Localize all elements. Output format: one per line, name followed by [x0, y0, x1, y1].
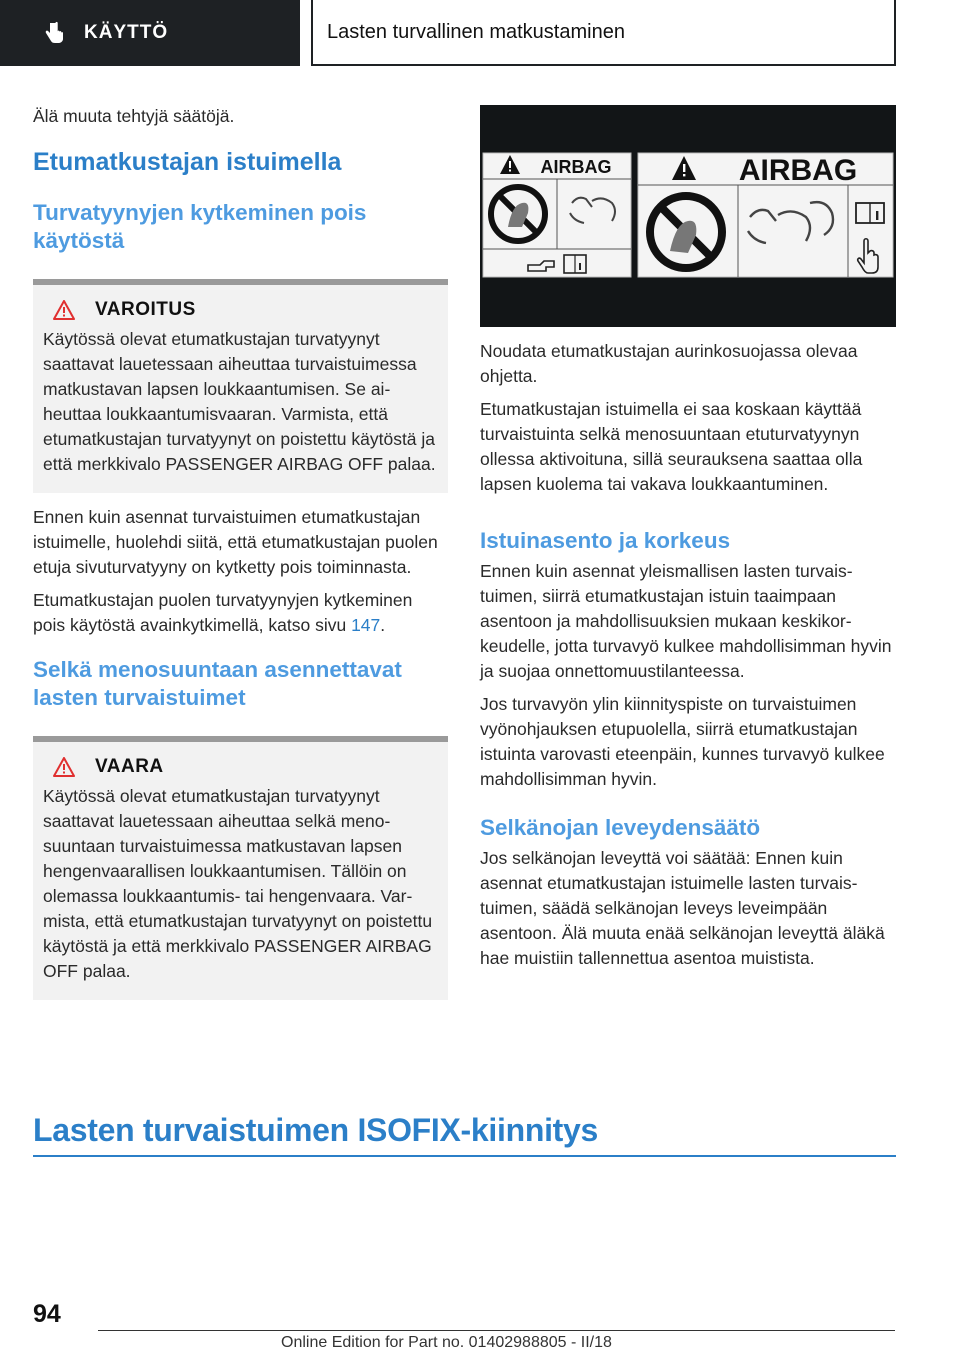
left-column: [33, 100, 448, 1000]
warning-label: VAARA: [95, 756, 164, 777]
heading-front-seat: Etumatkustajan istuimella: [33, 148, 342, 176]
paragraph-key-switch: [33, 588, 448, 638]
section-label: KÄYTTÖ: [84, 22, 169, 43]
chapter-label: Lasten turvallinen matkustaminen: [327, 20, 625, 43]
paragraph-never-rear-facing: Etumatkustajan istuimella ei saa koskaan käyttää turvaistuinta selkä menosuuntaan etuturvatyynyn ollessa aktivoituna, sillä seurauksena saattaa olla lapsen kuolema tai vakava loukkaantuminen.: [480, 399, 863, 494]
footer-divider: [98, 1330, 895, 1331]
heading-backrest-width: Selkänojan leveydensäätö: [480, 815, 761, 840]
section-tab[interactable]: [0, 0, 300, 66]
chapter-tab[interactable]: [311, 0, 896, 66]
warning-box-varoitus: [33, 279, 448, 493]
airbag-large-label: AIRBAG: [738, 154, 858, 187]
intro-text: Älä muuta tehtyjä säätöjä.: [33, 106, 235, 126]
page-number: 94: [33, 1300, 61, 1328]
paragraph-sun-visor: Noudata etumatkustajan aurinkosuojassa olevaa ohjetta.: [480, 341, 858, 386]
airbag-label-image: [480, 105, 896, 327]
page-link[interactable]: 147: [351, 615, 381, 635]
heading-seat-position: Istuinasento ja korkeus: [480, 528, 731, 553]
edition-text: Online Edition for Part no. 01402988805 - II/18: [281, 1334, 612, 1351]
paragraph-backrest-width: Jos selkänojan leveyttä voi säätää: Ennen kuin asennat etumatkustajan istuimelle lasten turvaistuimen, säädä selkänojan leveys leveimpään asentoon. Älä muuta enää selkänojan leveyttä äläkä hae muistiin tallennettua asentoa muistista.: [480, 848, 885, 968]
warning-header: [43, 756, 438, 778]
period: .: [380, 615, 386, 635]
warning-label: VAROITUS: [95, 299, 196, 320]
hand-pointer-icon: [42, 21, 66, 45]
airbag-small-label: AIRBAG: [540, 157, 612, 177]
paragraph-belt-anchor: Jos turvavyön ylin kiinnityspiste on turvaistuimen vyönohjauksen etupuolella, siirrä etumatkustajan istuinta varovasti eteenpäin, kunnes turvavyö kulkee mahdollisimman hyvin.: [480, 694, 885, 789]
page-header: [0, 0, 960, 66]
paragraph-seat-position: Ennen kuin asennat yleismallisen lasten turvaistuimen, siirrä etumatkustajan istuin taaimpaan asentoon ja mahdollisuuksien mukaan keskikorkeudelle, jotta turvavyö kulkee mahdollisimman hyvin ja suojaa onnettomuustilanteessa.: [480, 561, 892, 681]
warning-text: Käytössä olevat etumatkustajan turvatyynyt saattavat lauetessaan aiheuttaa selkä menosuuntaan turvaistuimessa matkustavan lapsen hengenvaarallisen loukkaantumisen. Tällöin on olemassa loukkaantumis- tai hengenvaara. Varmista, että etumatkustajan turvatyynyt on poistettu käytöstä ja että merkkivalo PASSENGER AIRBAG OFF palaa.: [43, 786, 433, 981]
warning-triangle-icon: [53, 757, 75, 777]
warning-box-vaara: [33, 736, 448, 1000]
section-title: [33, 1112, 896, 1157]
warning-triangle-icon: [53, 300, 75, 320]
warning-header: [43, 299, 438, 321]
heading-rear-facing: Selkä menosuuntaan asennettavat lasten turvaistuimet: [33, 657, 402, 710]
key-switch-text: Etumatkustajan puolen turvatyynyjen kytkeminen pois käytöstä avainkytkimellä, katso sivu: [33, 590, 413, 635]
paragraph-install: Ennen kuin asennat turvaistuimen etumatkustajan istuimelle, huolehdi siitä, että etumatkustajan puolen etuja sivuturvatyyny on kytketty pois toiminnasta.: [33, 507, 438, 577]
right-column: [480, 105, 896, 979]
section-title-text: Lasten turvaistuimen ISOFIX-kiinnitys: [33, 1112, 599, 1148]
heading-disable-airbags: Turvatyynyjen kytkeminen pois käytöstä: [33, 200, 367, 253]
airbag-warning-labels: [480, 105, 896, 327]
warning-text: Käytössä olevat etumatkustajan turvatyynyt saattavat lauetessaan aiheuttaa turvaistuimessa matkustavan lapsen loukkaantumisen. Se aiheuttaa loukkaantumisvaaran. Varmista, että etumatkustajan turvatyynyt on poistettu käytöstä ja että merkkivalo PASSENGER AIRBAG OFF palaa.: [43, 329, 436, 474]
